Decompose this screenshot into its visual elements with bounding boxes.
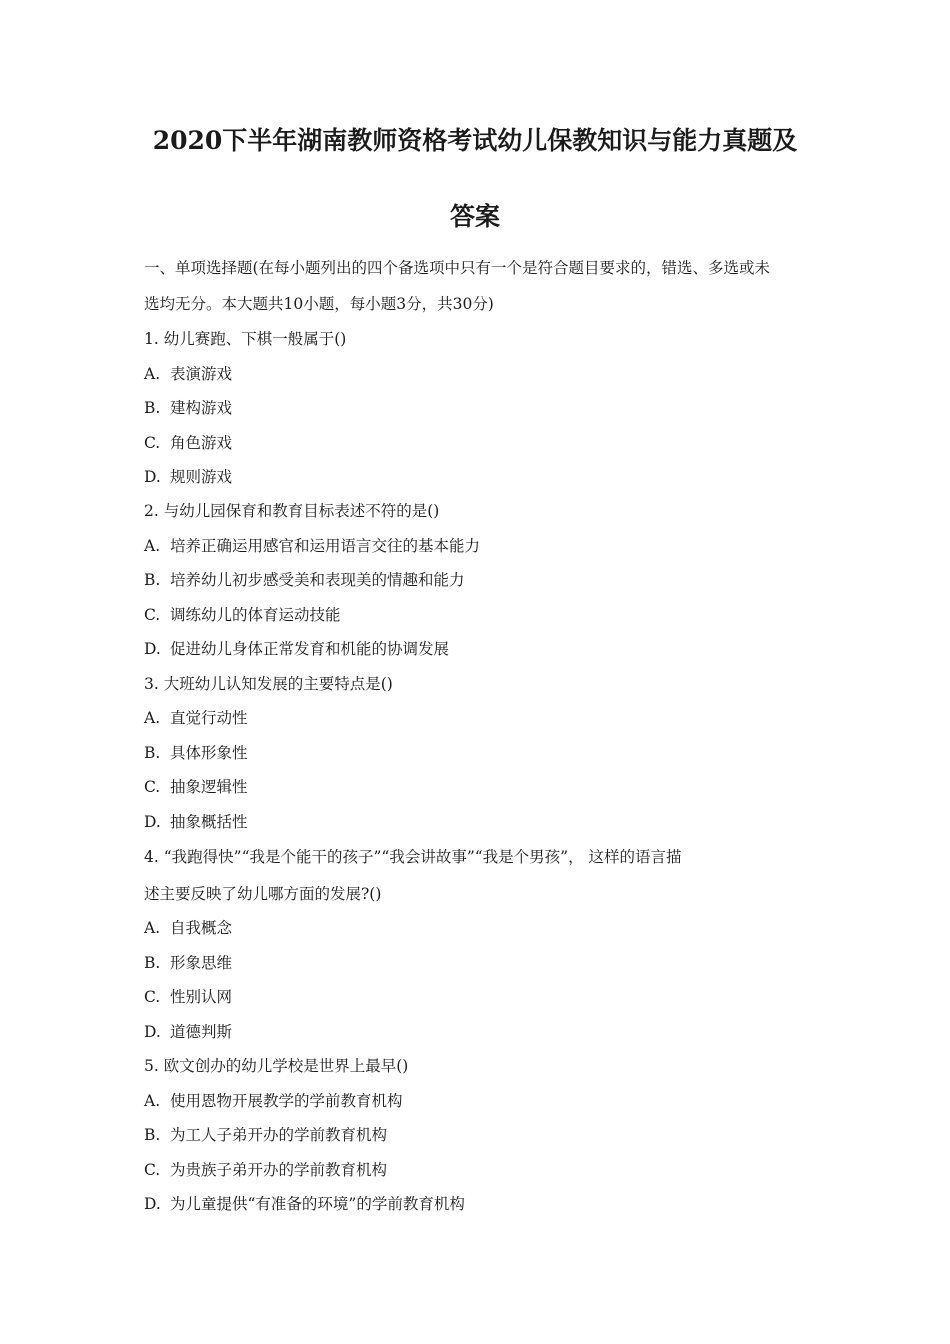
option-letter: A. (144, 537, 161, 555)
option-letter: B. (144, 744, 161, 762)
question-2-option-d (144, 639, 449, 659)
option-letter: A. (144, 365, 161, 383)
document-title-line-1: 2020下半年湖南教师资格考试幼儿保教知识与能力真题及 (152, 126, 798, 155)
option-text: 具体形象性 (170, 744, 248, 762)
section-intro-line-2: 选均无分。本大题共10小题，每小题3分，共30分) (144, 295, 494, 313)
option-text: 自我概念 (170, 919, 233, 937)
question-4-option-c (144, 987, 232, 1007)
question-2-stem: 2. 与幼儿园保育和教育目标表述不符的是() (144, 502, 440, 520)
option-letter: C. (144, 778, 161, 796)
question-3-option-c (144, 777, 248, 797)
option-letter: C. (144, 606, 161, 624)
question-5-option-d (144, 1194, 465, 1214)
option-text: 角色游戏 (170, 434, 233, 452)
question-5-option-b (144, 1125, 387, 1145)
option-letter: D. (144, 1195, 161, 1213)
option-text: 道德判斯 (170, 1023, 233, 1041)
question-4-option-b (144, 953, 232, 973)
option-text: 抽象逻辑性 (170, 778, 248, 796)
option-text: 促进幼儿身体正常发育和机能的协调发展 (170, 640, 450, 658)
question-1-option-c (144, 433, 232, 453)
option-letter: D. (144, 640, 161, 658)
option-letter: A. (144, 1092, 161, 1110)
option-text: 为工人子弟开办的学前教育机构 (170, 1126, 388, 1144)
option-letter: A. (144, 919, 161, 937)
option-letter: B. (144, 399, 161, 417)
option-text: 抽象概括性 (170, 813, 248, 831)
question-4-option-d (144, 1022, 232, 1042)
option-text: 规则游戏 (170, 468, 233, 486)
question-1-option-a (144, 364, 232, 384)
question-1-stem: 1. 幼儿赛跑、下棋一般属于() (144, 330, 347, 348)
option-letter: D. (144, 468, 161, 486)
option-text: 培养幼儿初步感受美和表现美的情趣和能力 (170, 571, 465, 589)
question-5-option-c (144, 1160, 387, 1180)
option-letter: C. (144, 1161, 161, 1179)
option-letter: D. (144, 813, 161, 831)
option-letter: D. (144, 1023, 161, 1041)
option-letter: C. (144, 434, 161, 452)
option-letter: B. (144, 1126, 161, 1144)
question-4-option-a (144, 918, 232, 938)
question-2-option-c (144, 605, 341, 625)
question-3-option-b (144, 743, 248, 763)
option-text: 培养正确运用感官和运用语言交往的基本能力 (170, 537, 481, 555)
option-text: 为儿童提供“有准备的环境”的学前教育机构 (170, 1195, 465, 1213)
option-text: 建构游戏 (170, 399, 233, 417)
question-5-stem: 5. 欧文创办的幼儿学校是世界上最早() (144, 1057, 409, 1075)
option-letter: A. (144, 709, 161, 727)
option-letter: B. (144, 571, 161, 589)
question-2-option-a (144, 536, 480, 556)
question-3-option-d (144, 812, 248, 832)
question-1-option-d (144, 467, 232, 487)
option-text: 为贵族子弟开办的学前教育机构 (170, 1161, 388, 1179)
option-letter: C. (144, 988, 161, 1006)
option-letter: B. (144, 954, 161, 972)
option-text: 形象思维 (170, 954, 233, 972)
question-3-option-a (144, 708, 248, 728)
question-4-stem: 4. “我跑得快”“我是个能干的孩子”“我会讲故事”“我是个男孩”， 这样的语言描 (144, 848, 682, 866)
option-text: 表演游戏 (170, 365, 233, 383)
question-3-stem: 3. 大班幼儿认知发展的主要特点是() (144, 675, 393, 693)
question-1-option-b (144, 398, 232, 418)
question-4-stem-continued: 述主要反映了幼儿哪方面的发展?() (144, 885, 382, 903)
option-text: 调练幼儿的体育运动技能 (170, 606, 341, 624)
option-text: 使用恩物开展教学的学前教育机构 (170, 1092, 403, 1110)
question-2-option-b (144, 570, 465, 590)
document-title-line-2: 答案 (449, 202, 500, 231)
option-text: 性别认网 (170, 988, 233, 1006)
section-intro-line-1: 一、单项选择题(在每小题列出的四个备选项中只有一个是符合题目要求的，错选、多选或未 (144, 259, 771, 277)
question-5-option-a (144, 1091, 403, 1111)
option-text: 直觉行动性 (170, 709, 248, 727)
